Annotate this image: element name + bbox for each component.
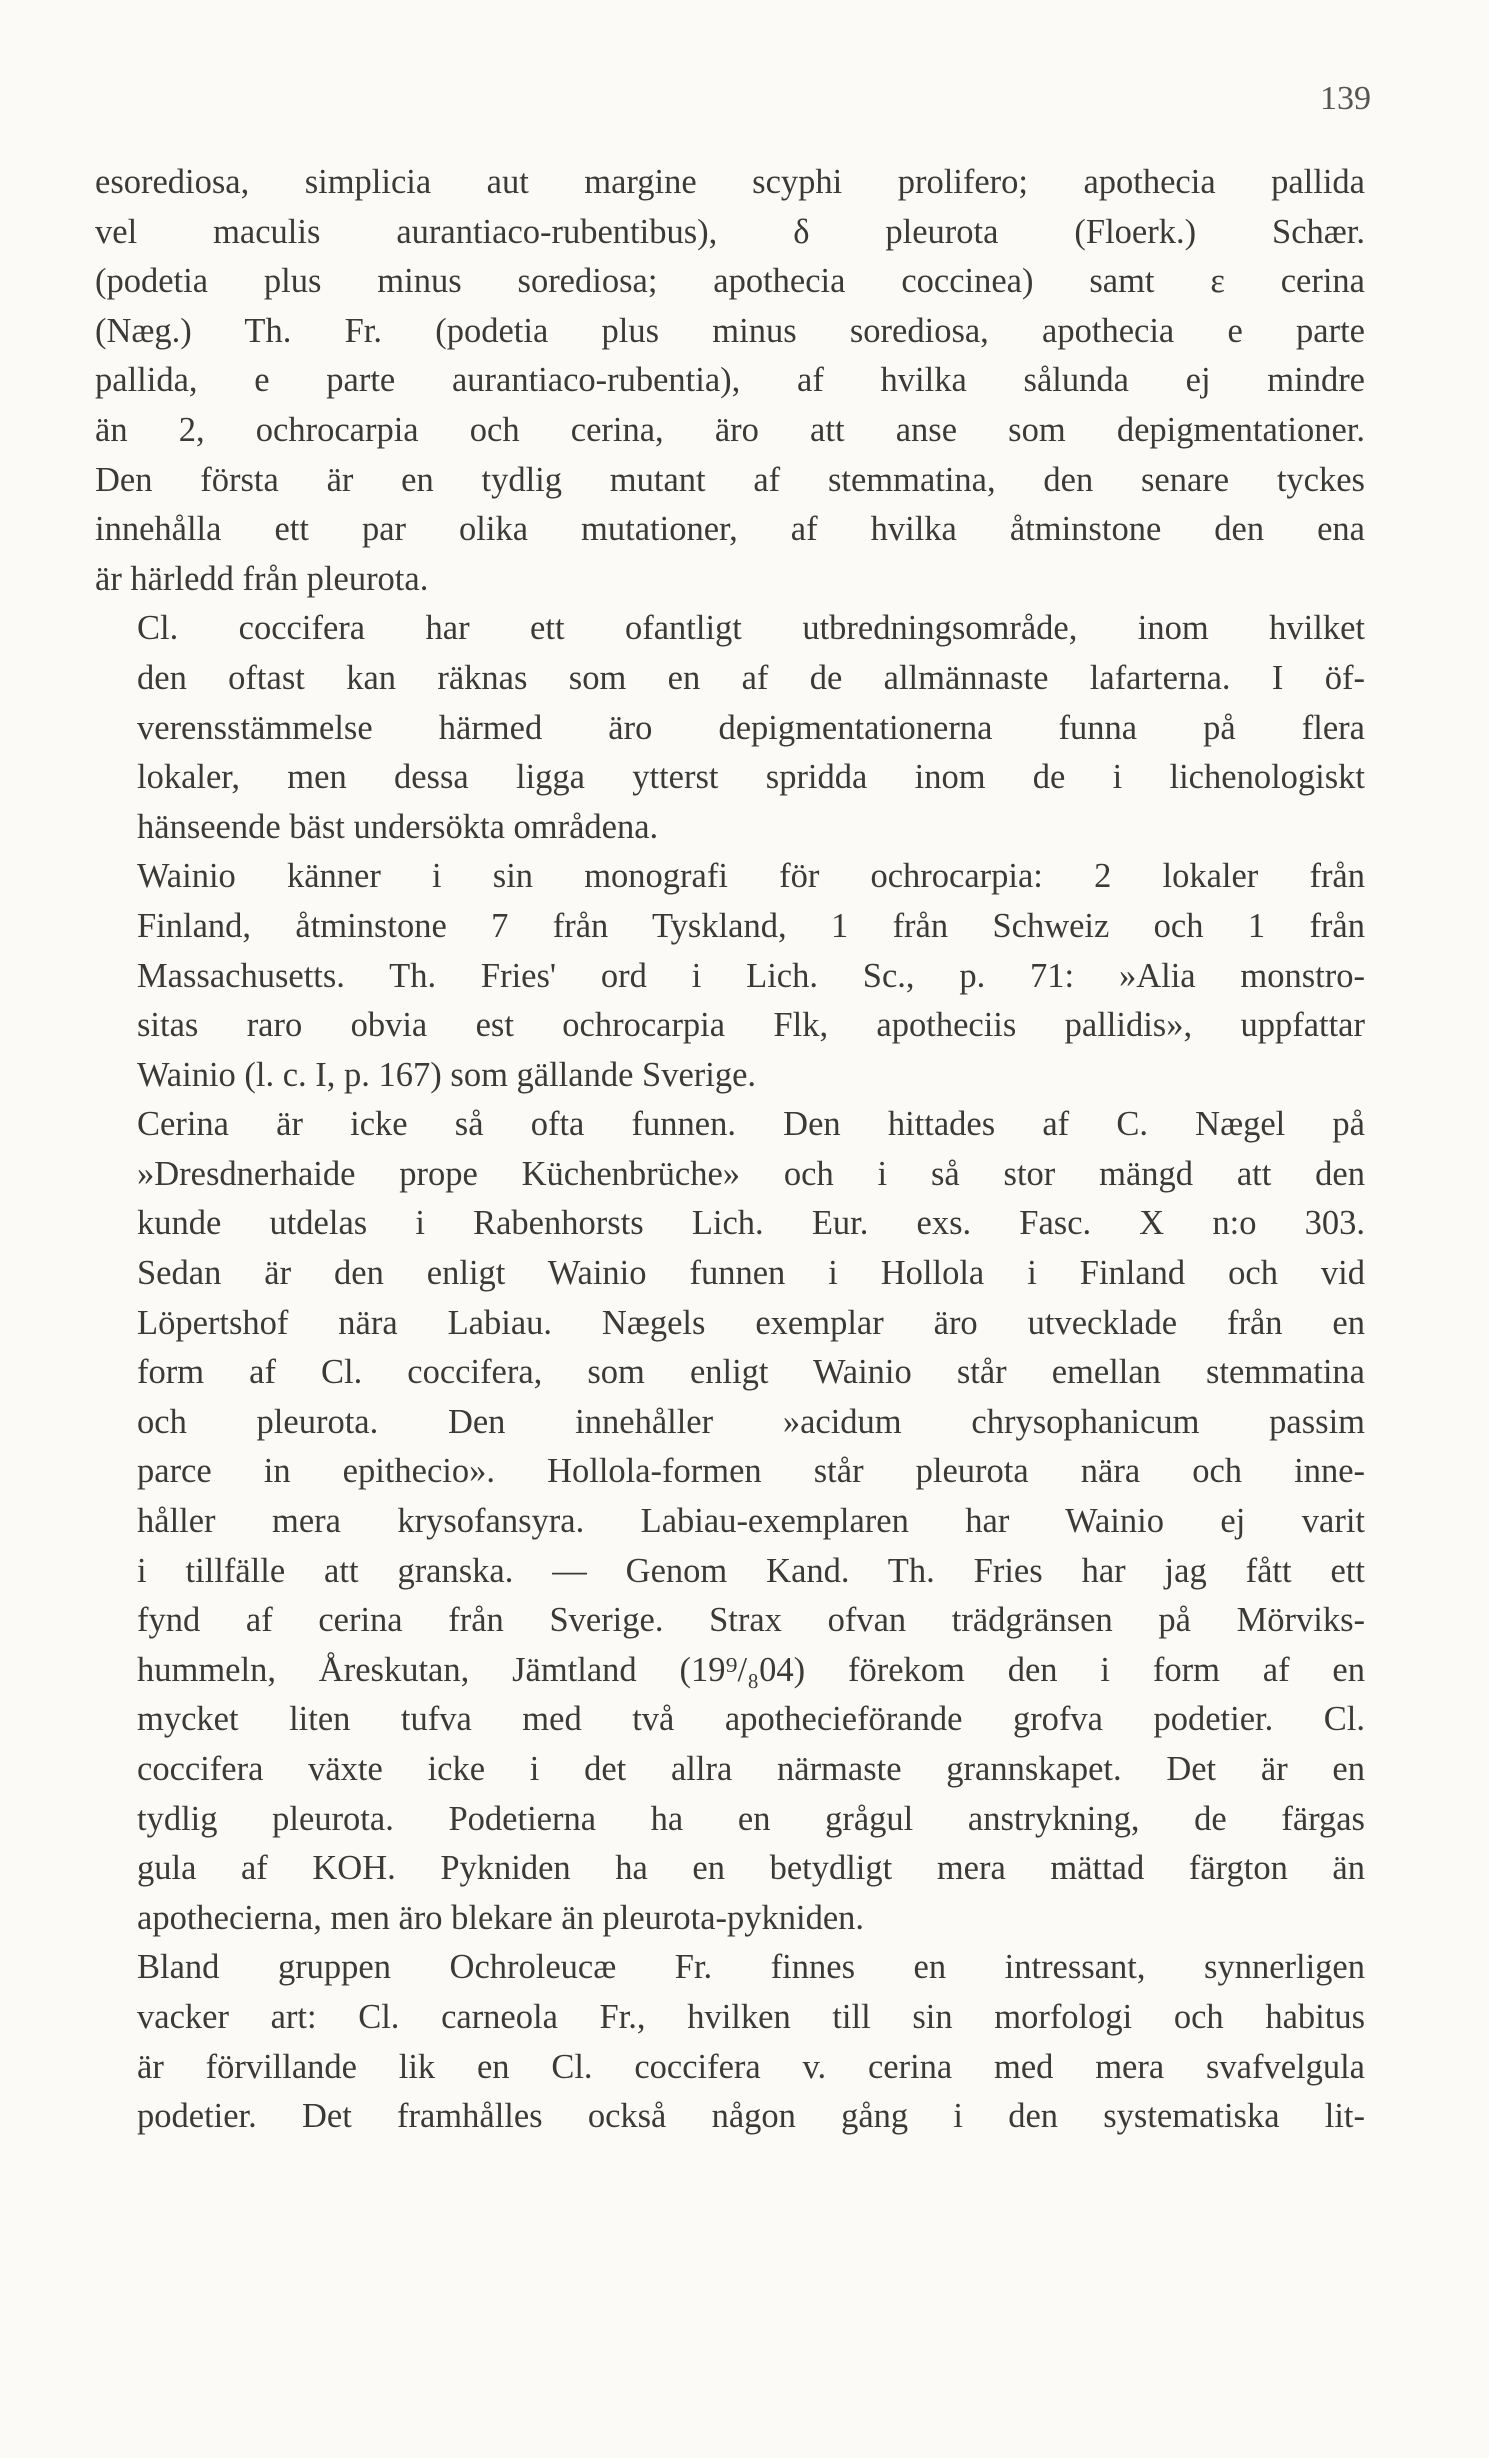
text-line: i tillfälle att granska. — Genom Kand. Th. Fries har jag fått ett <box>137 1551 1365 1590</box>
paragraph-2 <box>95 604 1365 852</box>
text-line: tydlig pleurota. Podetierna ha en grågul anstrykning, de färgas <box>137 1799 1365 1838</box>
text-line: »Dresdnerhaide prope Küchenbrüche» och i så stor mängd att den <box>137 1154 1365 1193</box>
text-line: esorediosa, simplicia aut margine scyphi prolifero; apothecia pallida <box>95 163 1365 201</box>
text-line: Cl. coccifera har ett ofantligt utbredningsområde, inom hvilket <box>137 609 1365 648</box>
text-line: fynd af cerina från Sverige. Strax ofvan trädgränsen på Mörviks- <box>137 1601 1365 1640</box>
text-line: vel maculis aurantiaco-rubentibus), δ pleurota (Floerk.) Schær. <box>95 212 1365 251</box>
text-line: håller mera krysofansyra. Labiau-exemplaren har Wainio ej varit <box>137 1502 1365 1541</box>
paragraph-4 <box>95 1100 1365 1943</box>
text-line: apothecierna, men äro blekare än pleurota-pykniden. <box>137 1898 865 1937</box>
text-line: (podetia plus minus sorediosa; apothecia coccinea) samt ε cerina <box>95 262 1365 301</box>
text-line: form af Cl. coccifera, som enligt Wainio står emellan stemmatina <box>137 1353 1365 1392</box>
text-line: och pleurota. Den innehåller »acidum chrysophanicum passim <box>137 1402 1365 1441</box>
text-line: Bland gruppen Ochroleucæ Fr. finnes en intressant, synnerligen <box>137 1948 1365 1987</box>
text-line: verensstämmelse härmed äro depigmentationerna funna på flera <box>137 708 1365 747</box>
page-number: 139 <box>1320 80 1371 117</box>
text-line: pallida, e parte aurantiaco-rubentia), af hvilka sålunda ej mindre <box>95 361 1365 400</box>
text-line: Sedan är den enligt Wainio funnen i Hollola i Finland och vid <box>137 1254 1365 1293</box>
text-line: gula af KOH. Pykniden ha en betydligt mera mättad färgton än <box>137 1849 1365 1888</box>
text-line: coccifera växte icke i det allra närmaste grannskapet. Det är en <box>137 1750 1365 1788</box>
text-line: vacker art: Cl. carneola Fr., hvilken till sin morfologi och habitus <box>137 1997 1365 2036</box>
text-line: är härledd från pleurota. <box>95 559 429 598</box>
text-line: den oftast kan räknas som en af de allmännaste lafarterna. I öf- <box>137 658 1365 697</box>
text-line: parce in epithecio». Hollola-formen står pleurota nära och inne- <box>137 1452 1365 1491</box>
text-line: innehålla ett par olika mutationer, af hvilka åtminstone den ena <box>95 510 1365 549</box>
paragraph-5 <box>95 1943 1365 2141</box>
text-line: än 2, ochrocarpia och cerina, äro att anse som depigmentationer. <box>95 410 1365 449</box>
text-line: podetier. Det framhålles också någon gång i den systematiska lit- <box>137 2097 1365 2136</box>
text-line: Den första är en tydlig mutant af stemmatina, den senare tyckes <box>95 460 1365 499</box>
text-line: Cerina är icke så ofta funnen. Den hittades af C. Nægel på <box>137 1105 1365 1144</box>
text-line: Finland, åtminstone 7 från Tyskland, 1 från Schweiz och 1 från <box>137 906 1365 945</box>
text-line: Wainio (l. c. I, p. 167) som gällande Sverige. <box>137 1055 757 1094</box>
text-line: hummeln, Åreskutan, Jämtland (19⁹/₈04) förekom den i form af en <box>137 1650 1365 1689</box>
text-line: Löpertshof nära Labiau. Nægels exemplar äro utvecklade från en <box>137 1303 1365 1342</box>
paragraph-3 <box>95 852 1365 1100</box>
text-line: sitas raro obvia est ochrocarpia Flk, apotheciis pallidis», uppfattar <box>137 1006 1365 1045</box>
body-text <box>95 158 1365 2142</box>
text-line: (Næg.) Th. Fr. (podetia plus minus sorediosa, apothecia e parte <box>95 311 1365 350</box>
text-line: mycket liten tufva med två apothecieförande grofva podetier. Cl. <box>137 1700 1365 1739</box>
paragraph-1 <box>95 158 1365 604</box>
text-line: hänseende bäst undersökta områdena. <box>137 807 659 846</box>
text-line: kunde utdelas i Rabenhorsts Lich. Eur. exs. Fasc. X n:o 303. <box>137 1204 1365 1243</box>
text-line: är förvillande lik en Cl. coccifera v. cerina med mera svafvelgula <box>137 2047 1365 2086</box>
text-line: Wainio känner i sin monografi för ochrocarpia: 2 lokaler från <box>137 857 1365 896</box>
text-line: lokaler, men dessa ligga ytterst spridda inom de i lichenologiskt <box>137 758 1365 797</box>
text-line: Massachusetts. Th. Fries' ord i Lich. Sc., p. 71: »Alia monstro- <box>137 956 1365 995</box>
